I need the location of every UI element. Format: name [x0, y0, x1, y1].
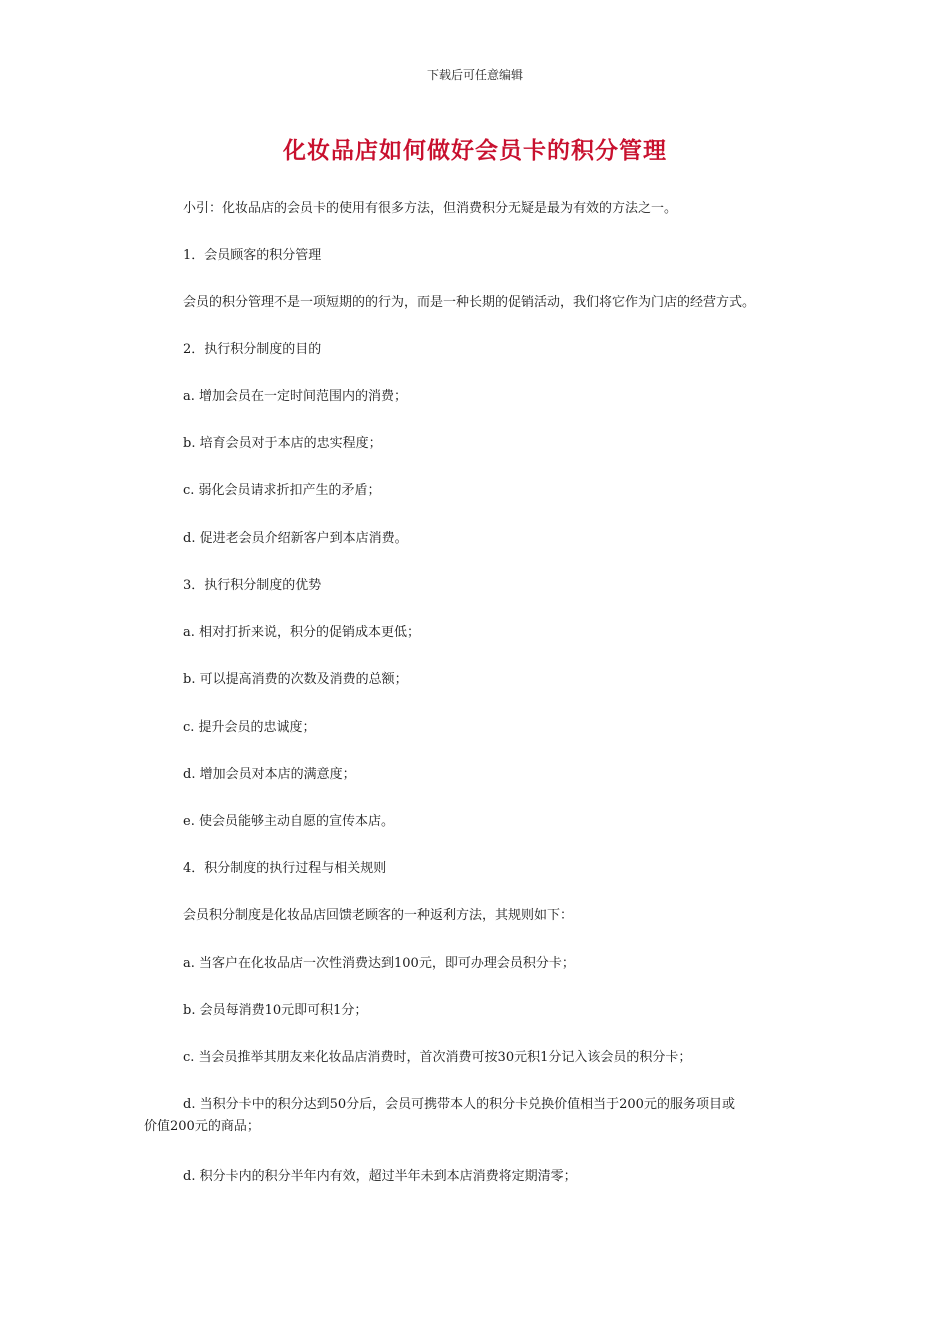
list-item: a. 增加会员在一定时间范围内的消费； [183, 389, 408, 404]
list-item: d. 积分卡内的积分半年内有效，超过半年未到本店消费将定期清零； [183, 1169, 577, 1184]
body-paragraph: 会员积分制度是化妆品店回馈老顾客的一种返利方法，其规则如下： [183, 908, 574, 923]
body-paragraph: 会员的积分管理不是一项短期的的行为，而是一种长期的促销活动，我们将它作为门店的经营方式。 [183, 295, 756, 310]
list-item: d. 促进老会员介绍新客户到本店消费。 [183, 531, 408, 546]
list-item: b. 会员每消费10元即可积1分； [183, 1003, 368, 1018]
list-item: b. 可以提高消费的次数及消费的总额； [183, 672, 408, 687]
list-item: c. 当会员推举其朋友来化妆品店消费时，首次消费可按30元积1分记入该会员的积分卡； [183, 1050, 692, 1065]
list-item: e. 使会员能够主动自愿的宣传本店。 [183, 814, 394, 829]
section-heading-4: 4．积分制度的执行过程与相关规则 [183, 861, 387, 876]
list-item: d. 当积分卡中的积分达到50分后，会员可携带本人的积分卡兑换价值相当于200元的服务项目或 [183, 1097, 735, 1112]
intro-paragraph: 小引：化妆品店的会员卡的使用有很多方法，但消费积分无疑是最为有效的方法之一。 [183, 201, 678, 216]
section-heading-1: 1．会员顾客的积分管理 [183, 248, 322, 263]
list-item-continuation: 价值200元的商品； [144, 1119, 260, 1134]
list-item: b. 培育会员对于本店的忠实程度； [183, 436, 382, 451]
section-heading-2: 2．执行积分制度的目的 [183, 342, 322, 357]
section-heading-3: 3．执行积分制度的优势 [183, 578, 322, 593]
list-item: c. 提升会员的忠诚度； [183, 720, 316, 735]
list-item: a. 相对打折来说，积分的促销成本更低； [183, 625, 421, 640]
header-note: 下载后可任意编辑 [426, 68, 523, 82]
document-title: 化妆品店如何做好会员卡的积分管理 [283, 137, 667, 164]
list-item: a. 当客户在化妆品店一次性消费达到100元，即可办理会员积分卡； [183, 956, 575, 971]
list-item: d. 增加会员对本店的满意度； [183, 767, 356, 782]
list-item: c. 弱化会员请求折扣产生的矛盾； [183, 483, 381, 498]
